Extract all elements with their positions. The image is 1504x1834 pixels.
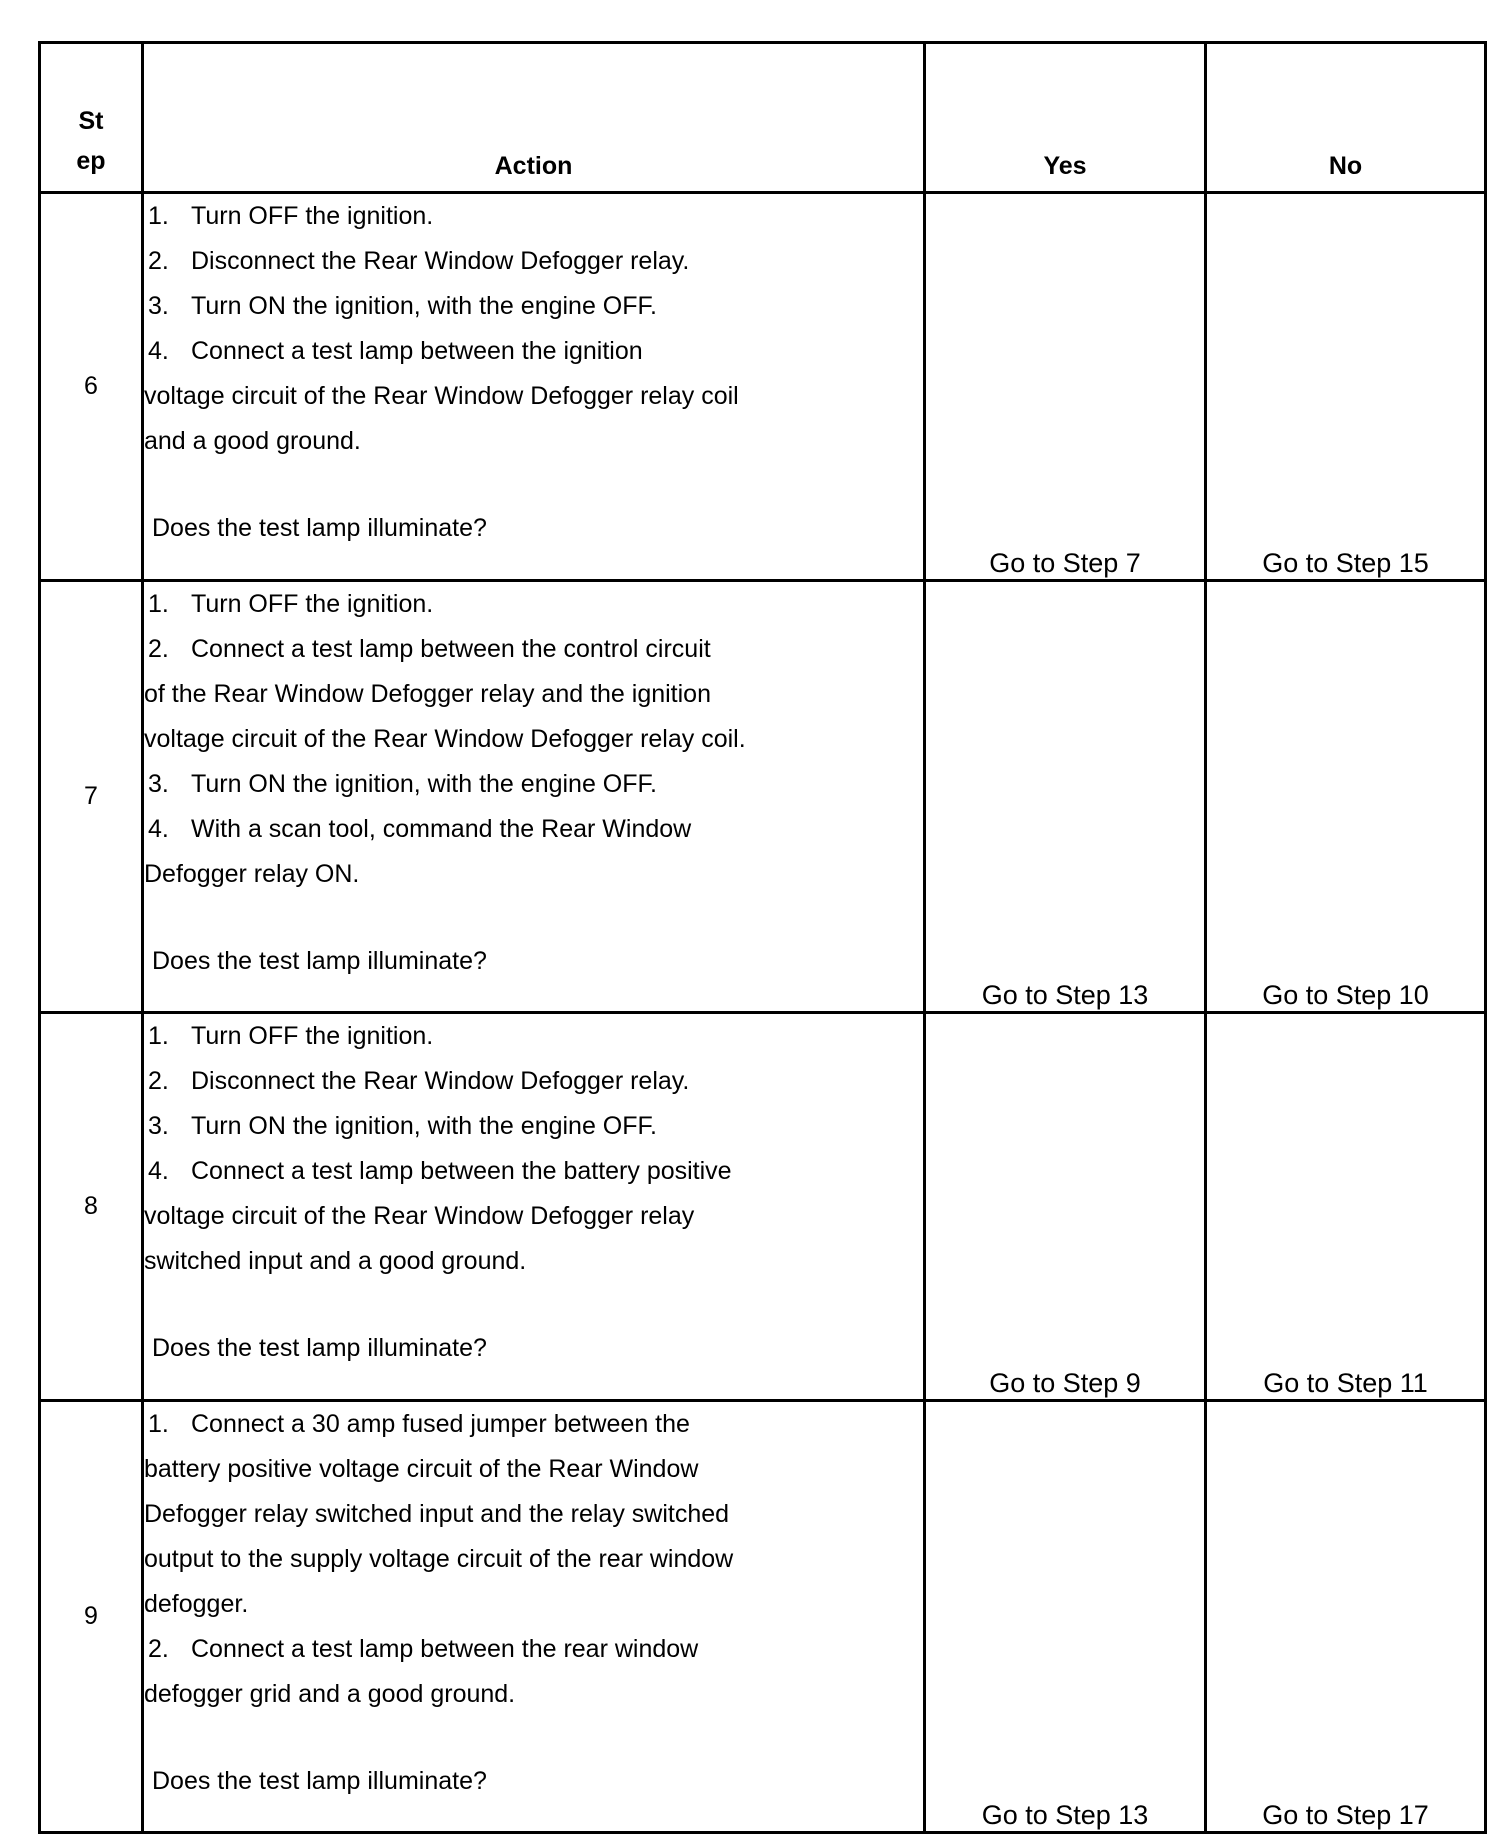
action-line [144, 1239, 923, 1284]
action-spacer [144, 1284, 923, 1326]
action-line-text: Connect a test lamp between the rear window [191, 1635, 699, 1663]
action-line-text: Turn ON the ignition, with the engine OFF. [191, 292, 657, 320]
step-number: 7 [40, 581, 143, 1013]
action-question: Does the test lamp illuminate? [152, 514, 487, 542]
action-line-text: Defogger relay switched input and the relay switched [144, 1500, 730, 1528]
action-line-text: Connect a test lamp between the control circuit [191, 635, 711, 663]
action-line [144, 762, 923, 807]
action-spacer [144, 1717, 923, 1759]
action-line-text: output to the supply voltage circuit of the rear window [144, 1545, 734, 1573]
table-row [40, 581, 1486, 1013]
action-line [144, 374, 923, 419]
action-line-text: With a scan tool, command the Rear Window [191, 815, 692, 843]
action-line [144, 1447, 923, 1492]
action-line [144, 627, 923, 672]
table-row [40, 193, 1486, 581]
action-line-text: Disconnect the Rear Window Defogger relay. [191, 1067, 690, 1095]
action-line [144, 329, 923, 374]
table-row [40, 1401, 1486, 1833]
action-line [144, 672, 923, 717]
step-header-line2: ep [76, 147, 106, 175]
action-line-text: Turn OFF the ignition. [191, 1022, 434, 1050]
action-line [144, 194, 923, 239]
action-line [144, 419, 923, 464]
action-line-text: voltage circuit of the Rear Window Defogger relay [144, 1202, 695, 1230]
action-line-number: 4. [148, 1157, 169, 1185]
action-line-text: Turn ON the ignition, with the engine OFF. [191, 1112, 657, 1140]
action-line-number: 1. [148, 202, 169, 230]
step-number: 9 [40, 1401, 143, 1833]
action-line [144, 1537, 923, 1582]
action-line [144, 1059, 923, 1104]
action-line-number: 2. [148, 1635, 169, 1663]
action-line-text: voltage circuit of the Rear Window Defogger relay coil. [144, 725, 746, 753]
yes-result: Go to Step 13 [925, 1401, 1206, 1833]
action-line-text: voltage circuit of the Rear Window Defogger relay coil [144, 382, 739, 410]
yes-result: Go to Step 7 [925, 193, 1206, 581]
action-line [144, 1014, 923, 1059]
action-spacer [144, 464, 923, 506]
action-column-header: Action [143, 43, 925, 193]
action-cell [143, 581, 925, 1013]
action-line-text: battery positive voltage circuit of the Rear Window [144, 1455, 699, 1483]
action-line [144, 852, 923, 897]
action-spacer [144, 897, 923, 939]
action-line-number: 3. [148, 1112, 169, 1140]
no-column-header: No [1206, 43, 1486, 193]
action-question: Does the test lamp illuminate? [152, 1334, 487, 1362]
action-line-text: of the Rear Window Defogger relay and the ignition [144, 680, 711, 708]
action-line-number: 3. [148, 292, 169, 320]
action-line-number: 2. [148, 1067, 169, 1095]
action-line [144, 239, 923, 284]
action-question: Does the test lamp illuminate? [152, 947, 487, 975]
action-question: Does the test lamp illuminate? [152, 1767, 487, 1795]
action-line-number: 2. [148, 635, 169, 663]
action-line-text: Disconnect the Rear Window Defogger relay. [191, 247, 690, 275]
action-line [144, 717, 923, 762]
step-column-header [40, 43, 143, 193]
action-line [144, 1402, 923, 1447]
action-line [144, 807, 923, 852]
yes-result: Go to Step 9 [925, 1013, 1206, 1401]
action-line-text: switched input and a good ground. [144, 1247, 527, 1275]
action-cell [143, 193, 925, 581]
action-line [144, 1149, 923, 1194]
action-line-text: Connect a 30 amp fused jumper between the [191, 1410, 690, 1438]
no-result: Go to Step 10 [1206, 581, 1486, 1013]
action-line-number: 4. [148, 815, 169, 843]
action-line [144, 1104, 923, 1149]
step-number: 6 [40, 193, 143, 581]
action-line [144, 1582, 923, 1627]
action-line [144, 1194, 923, 1239]
header-row [40, 43, 1486, 193]
action-line-text: Turn OFF the ignition. [191, 590, 434, 618]
step-number: 8 [40, 1013, 143, 1401]
action-line-text: and a good ground. [144, 427, 361, 455]
step-header-line1: St [78, 107, 104, 135]
action-cell [143, 1013, 925, 1401]
no-result: Go to Step 11 [1206, 1013, 1486, 1401]
action-line-text: defogger. [144, 1590, 249, 1618]
action-line-text: defogger grid and a good ground. [144, 1680, 516, 1708]
action-line-number: 3. [148, 770, 169, 798]
action-line [144, 1492, 923, 1537]
action-line-text: Defogger relay ON. [144, 860, 360, 888]
action-line [144, 1672, 923, 1717]
table-row [40, 1013, 1486, 1401]
action-line-number: 1. [148, 1022, 169, 1050]
action-cell [143, 1401, 925, 1833]
action-line [144, 1627, 923, 1672]
yes-result: Go to Step 13 [925, 581, 1206, 1013]
action-line [144, 582, 923, 627]
no-result: Go to Step 15 [1206, 193, 1486, 581]
action-line [144, 284, 923, 329]
action-line-number: 1. [148, 1410, 169, 1438]
no-result: Go to Step 17 [1206, 1401, 1486, 1833]
yes-column-header: Yes [925, 43, 1206, 193]
action-line-number: 4. [148, 337, 169, 365]
action-line-text: Turn OFF the ignition. [191, 202, 434, 230]
action-line-text: Connect a test lamp between the battery positive [191, 1157, 732, 1185]
action-line-number: 2. [148, 247, 169, 275]
action-line-text: Connect a test lamp between the ignition [191, 337, 643, 365]
diagnostic-table [38, 41, 1487, 1834]
action-line-text: Turn ON the ignition, with the engine OFF. [191, 770, 657, 798]
action-line-number: 1. [148, 590, 169, 618]
